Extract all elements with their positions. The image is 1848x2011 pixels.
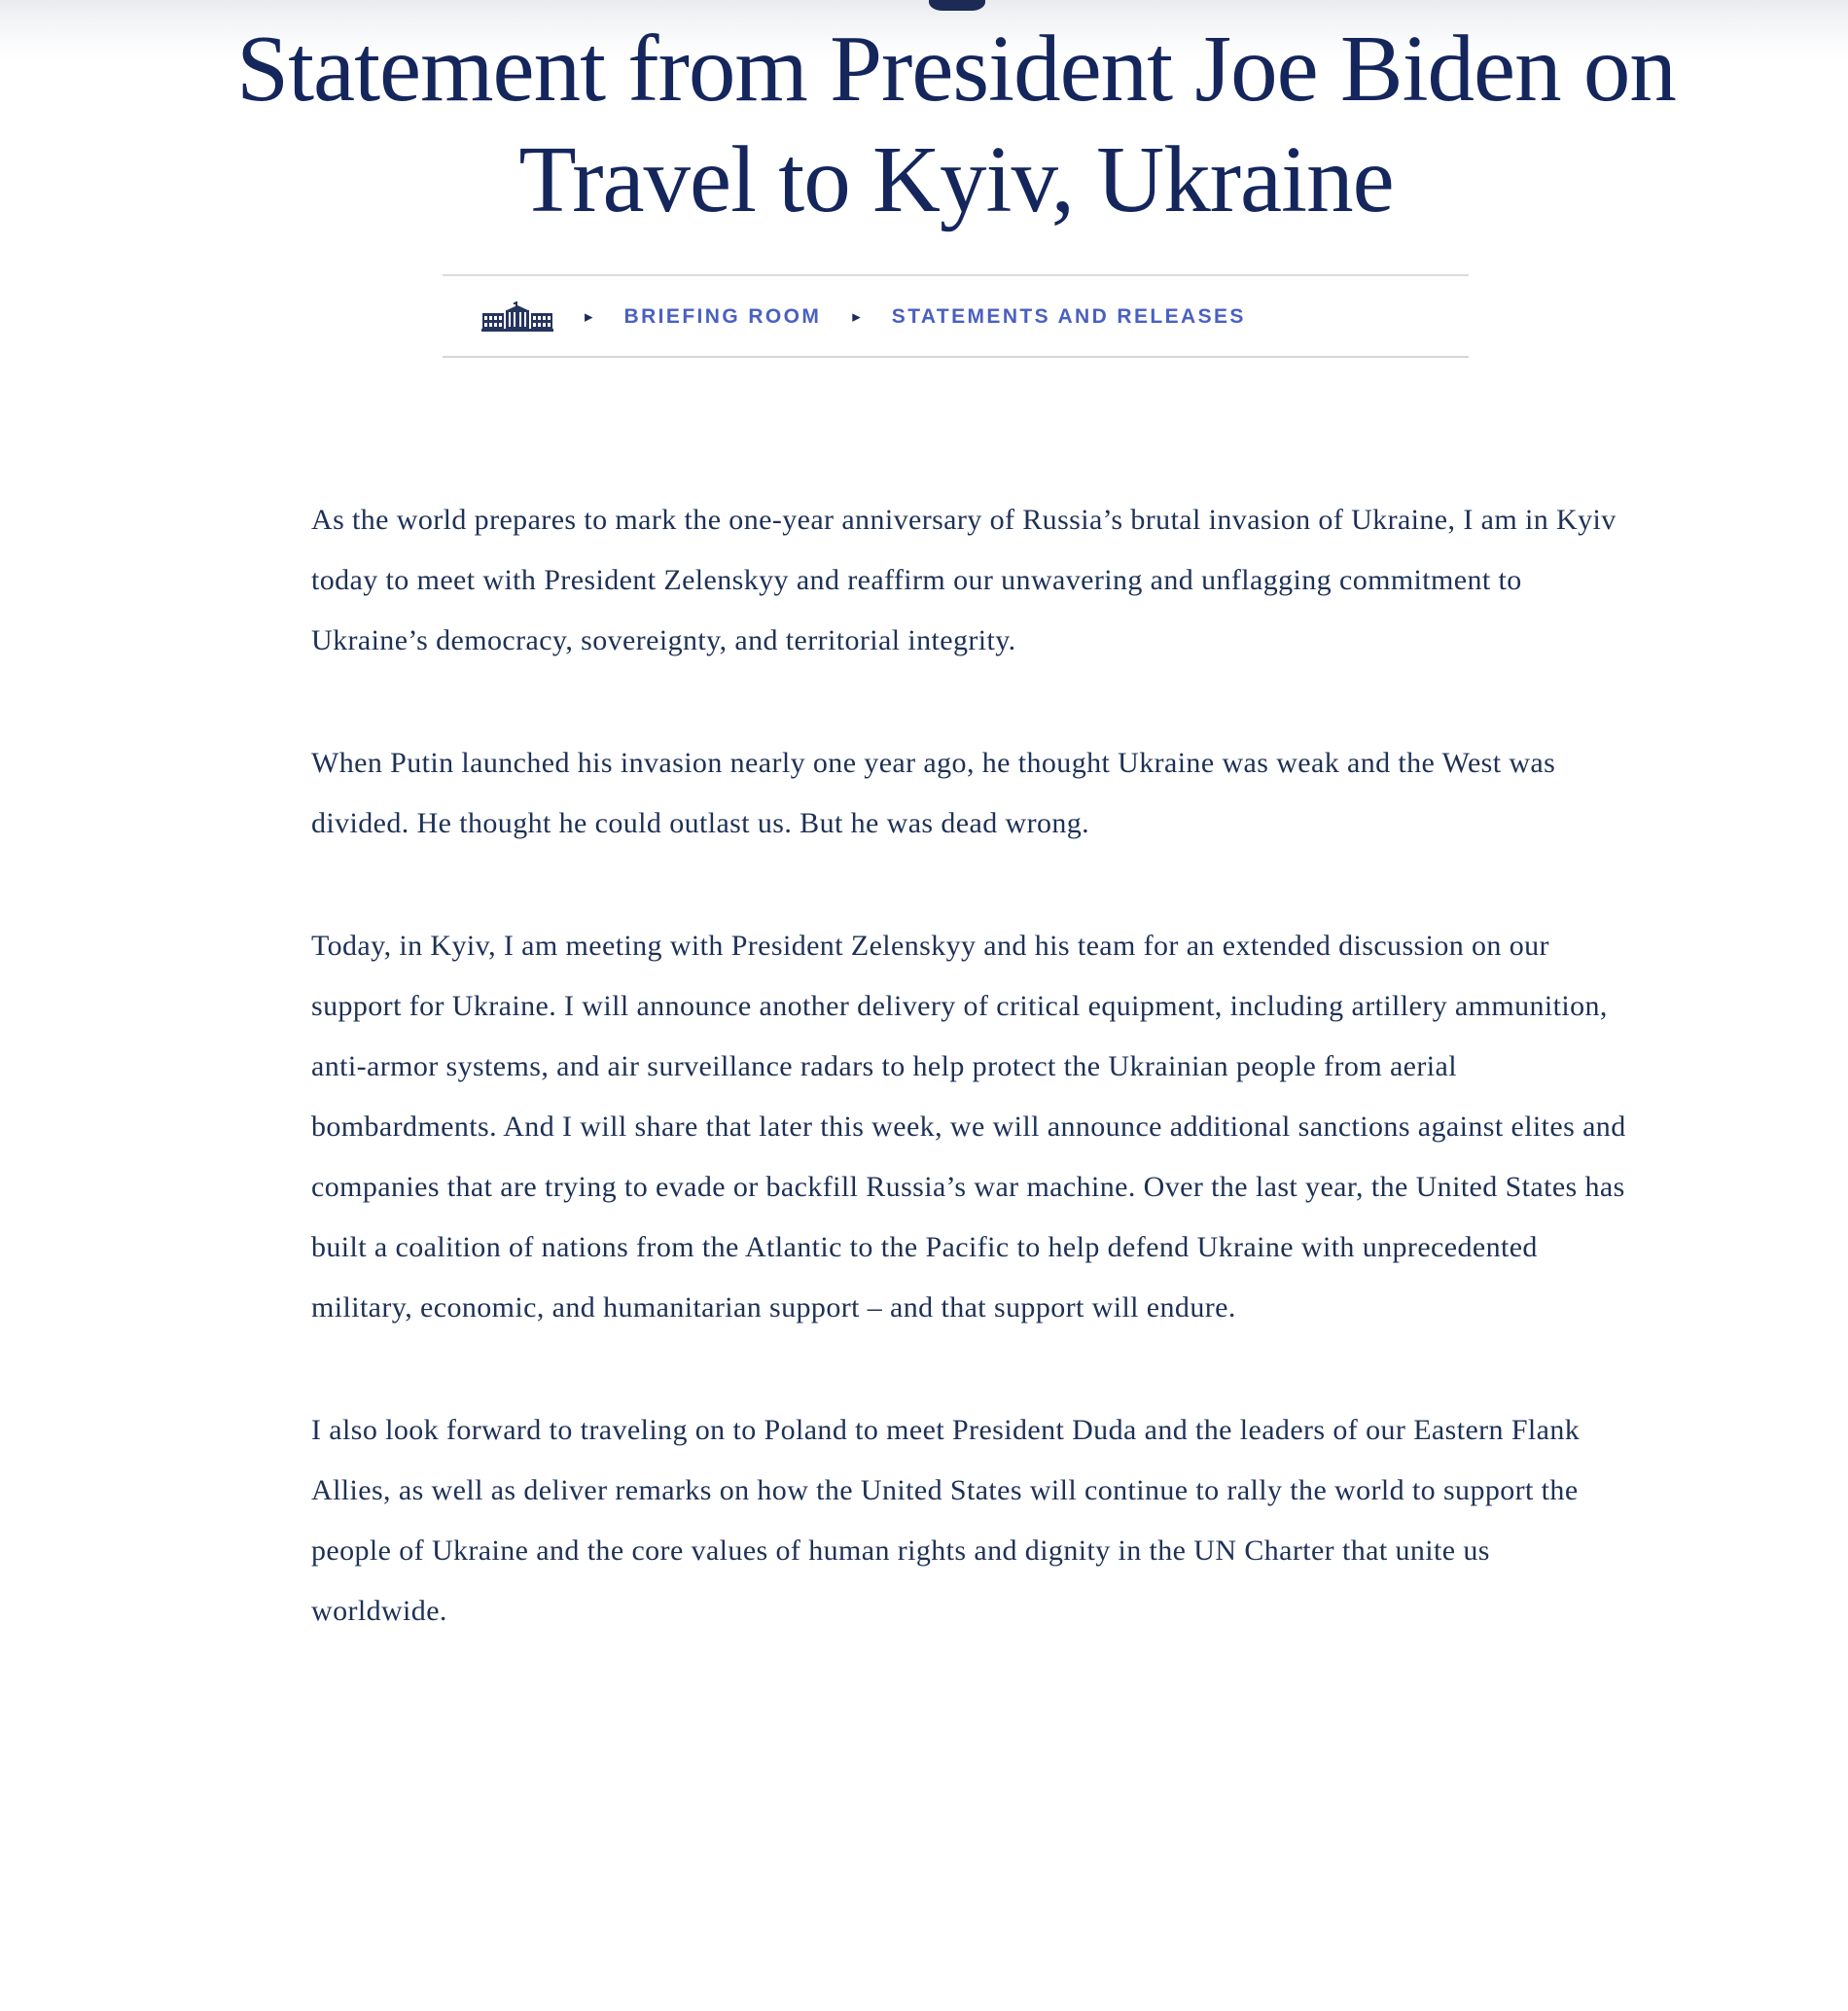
- white-house-icon[interactable]: [481, 301, 553, 333]
- page-title-line-2: Travel to Kyiv, Ukraine: [518, 127, 1394, 231]
- breadcrumb-link-statements-and-releases[interactable]: STATEMENTS AND RELEASES: [891, 305, 1246, 328]
- chevron-right-icon: ▸: [585, 306, 593, 327]
- statement-paragraph-2: When Putin launched his invasion nearly one year ago, he thought Ukraine was weak and the West was divided. He thought he could outlast us. But he was dead wrong.: [311, 747, 1556, 839]
- breadcrumb: [443, 274, 1469, 358]
- chevron-right-icon: ▸: [852, 306, 861, 327]
- statement-paragraph-4: I also look forward to traveling on to Poland to meet President Duda and the leaders of our Eastern Flank Allies, as well as deliver remarks on how the United States will continue to rally the world to support the people of Ukraine and the core values of human rights and dignity in the UN Charter that unite us worldwide.: [311, 1414, 1581, 1627]
- page-title: [66, 0, 1846, 235]
- page-title-line-1: Statement from President Joe Biden on: [236, 17, 1676, 121]
- breadcrumb-link-briefing-room[interactable]: BRIEFING ROOM: [623, 305, 822, 328]
- statement-paragraph-3: Today, in Kyiv, I am meeting with President Zelenskyy and his team for an extended discussion on our support for Ukraine. I will announce another delivery of critical equipment, including artillery ammunition, anti-armor systems, and air surveillance radars to help protect the Ukrainian people from aerial bombardments. And I will share that later this week, we will announce additional sanctions against elites and companies that are trying to evade or backfill Russia’s war machine. Over the last year, the United States has built a coalition of nations from the Atlantic to the Pacific to help defend Ukraine with unprecedented military, economic, and humanitarian support – and that support will endure.: [311, 930, 1626, 1323]
- content-column: [66, 0, 1846, 1641]
- statement-body: [311, 358, 1626, 1641]
- statement-paragraph-1: As the world prepares to mark the one-year anniversary of Russia’s brutal invasion of Ukraine, I am in Kyiv today to meet with President Zelenskyy and reaffirm our unwavering and unflagging commitment to Ukraine’s democracy, sovereignty, and territorial integrity.: [311, 504, 1617, 656]
